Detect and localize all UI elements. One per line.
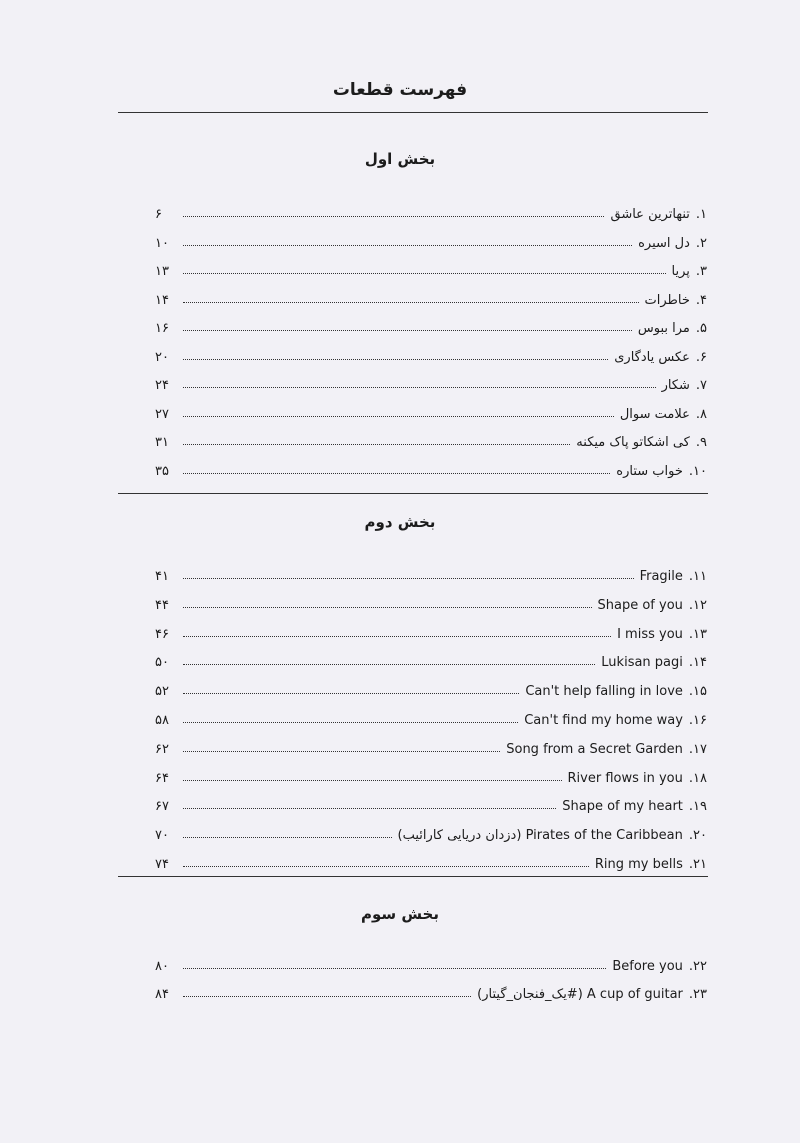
dot-leader — [183, 751, 500, 752]
toc-entry — [155, 735, 707, 757]
entry-number: ۲۳. — [688, 987, 707, 1002]
dot-leader — [183, 330, 632, 331]
entry-page-number: ۴۴ — [155, 597, 169, 613]
entry-page-number: ۵۰ — [155, 655, 169, 671]
entry-number: ۲. — [695, 235, 707, 251]
entry-page-number: ۵۸ — [155, 713, 169, 728]
entry-page-number: ۲۴ — [155, 378, 169, 393]
section-title: بخش اول — [364, 150, 436, 168]
entry-number: ۷. — [695, 378, 707, 393]
entry-title: مرا ببوس — [637, 321, 690, 336]
entry-page-number: ۸۰ — [155, 959, 169, 974]
entry-number: ۸. — [695, 406, 707, 422]
entry-title: Lukisan pagi — [601, 655, 683, 671]
toc-entry — [155, 286, 707, 308]
toc-entry — [155, 314, 707, 336]
entry-title: علامت سوال — [619, 406, 690, 422]
dot-leader — [183, 416, 614, 417]
toc-entry — [155, 648, 707, 670]
entry-title: I miss you — [617, 626, 683, 642]
entry-page-number: ۴۶ — [155, 626, 169, 642]
dot-leader — [183, 387, 656, 388]
entry-title: Fragile — [639, 569, 683, 584]
entry-title: A cup of guitar (#یک_فنجان_گیتار) — [477, 987, 683, 1002]
dot-leader — [183, 837, 392, 838]
toc-entry — [155, 428, 707, 450]
entry-title: Pirates of the Caribbean (دزدان دریایی کارائیب) — [397, 828, 683, 844]
entry-title: عکس یادگاری — [614, 349, 690, 365]
entry-page-number: ۱۰ — [155, 235, 169, 251]
entry-number: ۱۸. — [688, 770, 707, 786]
entry-page-number: ۸۴ — [155, 987, 169, 1002]
section-divider — [118, 493, 708, 494]
entry-title: شکار — [661, 378, 690, 393]
dot-leader — [183, 664, 595, 665]
toc-entry — [155, 229, 707, 251]
toc-entry — [155, 764, 707, 786]
entry-page-number: ۱۳ — [155, 264, 169, 279]
entry-number: ۲۲. — [688, 959, 707, 974]
entry-number: ۱۲. — [688, 597, 707, 613]
toc-entry — [155, 562, 707, 584]
dot-leader — [183, 245, 632, 246]
entry-number: ۹. — [695, 435, 707, 450]
toc-entry — [155, 457, 707, 479]
dot-leader — [183, 693, 519, 694]
toc-entry — [155, 591, 707, 613]
entry-number: ۲۱. — [688, 857, 707, 872]
entry-number: ۱۱. — [688, 569, 707, 584]
toc-entry — [155, 792, 707, 814]
entry-number: ۱۷. — [688, 741, 707, 757]
section-title: بخش سوم — [360, 905, 440, 923]
entry-page-number: ۴۱ — [155, 569, 169, 584]
entry-page-number: ۷۰ — [155, 828, 169, 844]
entry-number: ۱۰. — [688, 463, 707, 479]
entry-page-number: ۱۶ — [155, 321, 169, 336]
dot-leader — [183, 636, 611, 637]
toc-entry — [155, 706, 707, 728]
entry-title: تنهاترین عاشق — [610, 207, 690, 222]
entry-number: ۱۴. — [688, 655, 707, 671]
entry-page-number: ۶ — [155, 207, 162, 222]
dot-leader — [183, 273, 666, 274]
dot-leader — [183, 578, 634, 579]
entry-number: ۲۰. — [688, 828, 707, 844]
dot-leader — [183, 216, 604, 217]
toc-entry — [155, 980, 707, 1002]
entry-title: پریا — [671, 264, 690, 279]
dot-leader — [183, 722, 518, 723]
dot-leader — [183, 780, 562, 781]
toc-entry — [155, 620, 707, 642]
entry-page-number: ۳۱ — [155, 435, 169, 450]
entry-title: Before you — [612, 959, 683, 974]
entry-title: Shape of my heart — [562, 799, 683, 815]
entry-title: خواب ستاره — [616, 463, 683, 479]
toc-entry — [155, 200, 707, 222]
entry-page-number: ۶۲ — [155, 741, 169, 757]
entry-number: ۵. — [695, 321, 707, 336]
dot-leader — [183, 607, 592, 608]
entry-number: ۱۶. — [688, 713, 707, 728]
entry-number: ۶. — [695, 349, 707, 365]
toc-entry — [155, 821, 707, 843]
entry-number: ۱. — [695, 207, 707, 222]
dot-leader — [183, 808, 556, 809]
toc-entry — [155, 850, 707, 872]
section-title: بخش دوم — [364, 513, 436, 531]
entry-title: خاطرات — [644, 292, 690, 308]
dot-leader — [183, 473, 610, 474]
entry-title: Song from a Secret Garden — [506, 741, 683, 757]
entry-number: ۱۵. — [688, 684, 707, 700]
entry-title: Shape of you — [597, 597, 683, 613]
dot-leader — [183, 302, 639, 303]
entry-number: ۴. — [695, 292, 707, 308]
toc-entry — [155, 343, 707, 365]
dot-leader — [183, 444, 570, 445]
dot-leader — [183, 996, 471, 997]
toc-entry — [155, 371, 707, 393]
entry-title: River flows in you — [567, 770, 683, 786]
entry-title: دل اسیره — [638, 235, 690, 251]
page-title: فهرست قطعات — [332, 80, 468, 100]
section-divider — [118, 876, 708, 877]
dot-leader — [183, 968, 606, 969]
toc-entry — [155, 677, 707, 699]
entry-title: Ring my bells — [594, 857, 683, 872]
entry-page-number: ۷۴ — [155, 857, 169, 872]
entry-page-number: ۲۷ — [155, 406, 169, 422]
entry-page-number: ۱۴ — [155, 292, 169, 308]
entry-title: Can't help falling in love — [525, 684, 683, 700]
dot-leader — [183, 359, 608, 360]
entry-number: ۱۳. — [688, 626, 707, 642]
entry-page-number: ۶۴ — [155, 770, 169, 786]
entry-number: ۱۹. — [688, 799, 707, 815]
toc-entry — [155, 257, 707, 279]
dot-leader — [183, 866, 589, 867]
entry-title: Can't find my home way — [524, 713, 683, 728]
entry-page-number: ۲۰ — [155, 349, 169, 365]
entry-page-number: ۶۷ — [155, 799, 169, 815]
entry-title: کی اشکاتو پاک میکنه — [576, 435, 690, 450]
toc-entry — [155, 400, 707, 422]
toc-entry — [155, 952, 707, 974]
title-divider — [118, 112, 708, 113]
entry-page-number: ۳۵ — [155, 463, 169, 479]
entry-number: ۳. — [695, 264, 707, 279]
entry-page-number: ۵۲ — [155, 684, 169, 700]
